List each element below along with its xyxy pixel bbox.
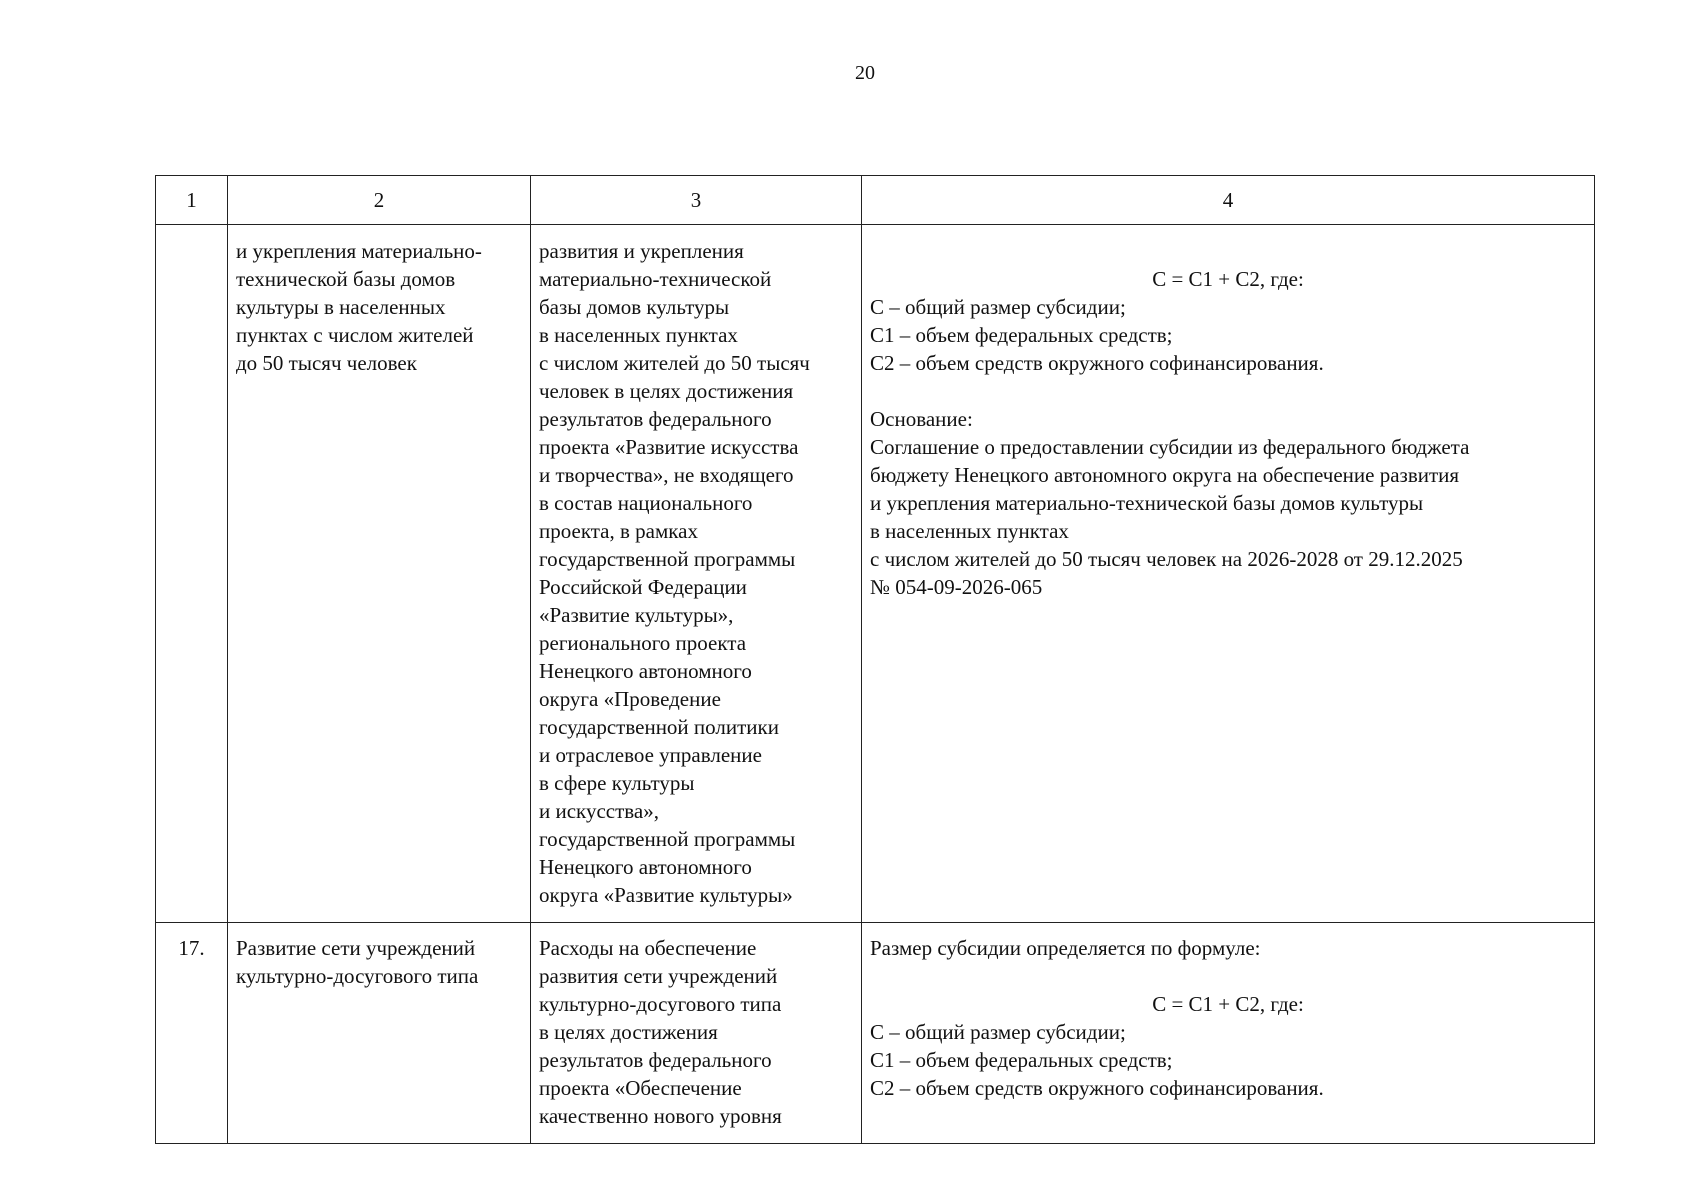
- text-line: базы домов культуры: [539, 295, 730, 319]
- page-number: 20: [855, 62, 875, 84]
- basis-line: в населенных пунктах: [870, 519, 1069, 543]
- document-table: [155, 175, 1595, 1144]
- formula: С = С1 + С2, где:: [1152, 267, 1304, 291]
- text-line: проекта, в рамках: [539, 519, 698, 543]
- blank-line: [870, 237, 1586, 265]
- basis-line: бюджету Ненецкого автономного округа на обеспечение развития: [870, 463, 1460, 487]
- text-line: и отраслевое управление: [539, 743, 762, 767]
- text-line: в целях достижения: [539, 1020, 718, 1044]
- basis-label: Основание:: [870, 407, 973, 431]
- definition-line: С – общий размер субсидии;: [870, 295, 1126, 319]
- text-line: технической базы домов: [236, 267, 456, 291]
- text-line: Развитие сети учреждений: [236, 936, 476, 960]
- row1-description: [531, 225, 862, 923]
- header-col-2: 2: [228, 176, 531, 225]
- text-line: в сфере культуры: [539, 771, 695, 795]
- row1-name: [228, 225, 531, 923]
- text-line: округа «Развитие культуры»: [539, 883, 793, 907]
- text-line: культуры в населенных: [236, 295, 446, 319]
- blank-line: [870, 962, 1586, 990]
- definition-line: С – общий размер субсидии;: [870, 1020, 1126, 1044]
- text-line: с числом жителей до 50 тысяч: [539, 351, 810, 375]
- header-col-3: 3: [531, 176, 862, 225]
- basis-line: № 054-09-2026-065: [870, 575, 1043, 599]
- text-line: Расходы на обеспечение: [539, 936, 757, 960]
- text-line: результатов федерального: [539, 407, 772, 431]
- definition-line: С2 – объем средств окружного софинансирования.: [870, 351, 1324, 375]
- text-line: человек в целях достижения: [539, 379, 794, 403]
- text-line: до 50 тысяч человек: [236, 351, 417, 375]
- text-line: в населенных пунктах: [539, 323, 738, 347]
- text-line: развития и укрепления: [539, 239, 744, 263]
- text-line: качественно нового уровня: [539, 1104, 782, 1128]
- text-line: и творчества», не входящего: [539, 463, 794, 487]
- table-header-row: [156, 176, 1595, 225]
- text-line: государственной политики: [539, 715, 779, 739]
- text-line: Российской Федерации: [539, 575, 747, 599]
- intro-line: Размер субсидии определяется по формуле:: [870, 936, 1261, 960]
- row2-calculation: [862, 923, 1595, 1144]
- text-line: культурно-досугового типа: [539, 992, 782, 1016]
- text-line: пунктах с числом жителей: [236, 323, 474, 347]
- table-row: [156, 225, 1595, 923]
- text-line: проекта «Обеспечение: [539, 1076, 742, 1100]
- basis-line: и укрепления материально-технической базы домов культуры: [870, 491, 1424, 515]
- formula: С = С1 + С2, где:: [1152, 992, 1304, 1016]
- table-row: [156, 923, 1595, 1144]
- header-col-1: 1: [156, 176, 228, 225]
- basis-line: Соглашение о предоставлении субсидии из федерального бюджета: [870, 435, 1470, 459]
- text-line: и укрепления материально-: [236, 239, 482, 263]
- text-line: Ненецкого автономного: [539, 659, 752, 683]
- header-col-4: 4: [862, 176, 1595, 225]
- text-line: Ненецкого автономного: [539, 855, 752, 879]
- definition-line: С2 – объем средств окружного софинансирования.: [870, 1076, 1324, 1100]
- row1-calculation: [862, 225, 1595, 923]
- definition-line: С1 – объем федеральных средств;: [870, 1048, 1173, 1072]
- text-line: регионального проекта: [539, 631, 747, 655]
- text-line: «Развитие культуры»,: [539, 603, 734, 627]
- basis-line: с числом жителей до 50 тысяч человек на 2026-2028 от 29.12.2025: [870, 547, 1463, 571]
- row2-number: 17.: [156, 923, 228, 1144]
- text-line: материально-технической: [539, 267, 772, 291]
- row2-description: [531, 923, 862, 1144]
- text-line: проекта «Развитие искусства: [539, 435, 799, 459]
- row2-name: [228, 923, 531, 1144]
- text-line: результатов федерального: [539, 1048, 772, 1072]
- definition-line: С1 – объем федеральных средств;: [870, 323, 1173, 347]
- text-line: государственной программы: [539, 547, 796, 571]
- row1-number: [156, 225, 228, 923]
- text-line: государственной программы: [539, 827, 796, 851]
- text-line: в состав национального: [539, 491, 753, 515]
- text-line: округа «Проведение: [539, 687, 721, 711]
- text-line: и искусства»,: [539, 799, 659, 823]
- text-line: развития сети учреждений: [539, 964, 778, 988]
- blank-line: [870, 377, 1586, 405]
- text-line: культурно-досугового типа: [236, 964, 479, 988]
